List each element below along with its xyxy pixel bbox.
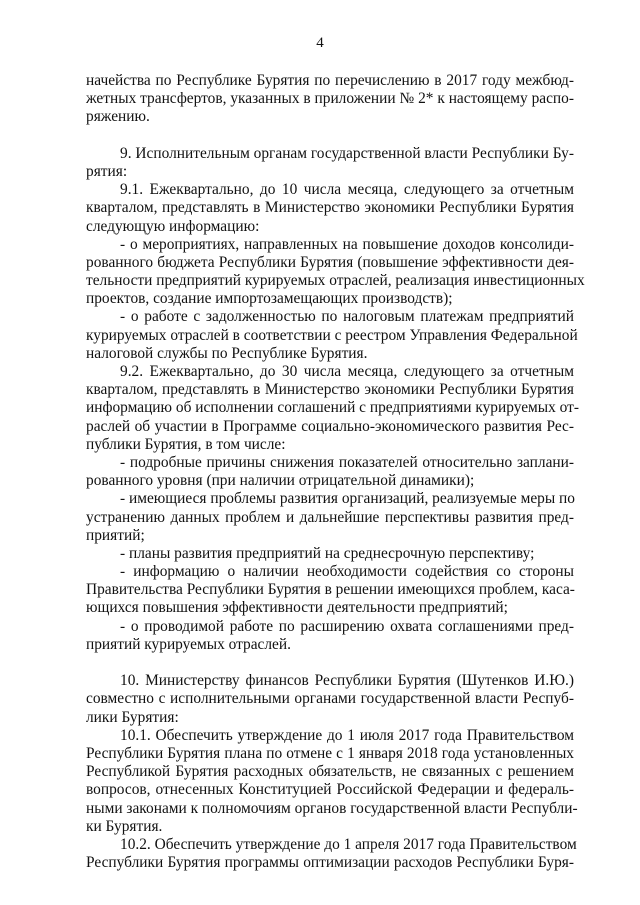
text-line: ными законами к полномочиям органов государственной власти Республи- xyxy=(86,799,578,817)
text-line: начейства по Республике Бурятия по перечислению в 2017 году межбюд- xyxy=(86,72,574,89)
text-line: вопросов, отнесенных Конституцией Российской Федерации и федераль- xyxy=(86,781,574,799)
text-line: кварталом, представлять в Министерство экономики Республики Бурятия xyxy=(86,381,574,399)
text-line: 10. Министерству финансов Республики Бурятия (Шутенков И.Ю.) xyxy=(120,672,574,690)
text-line: - подробные причины снижения показателей относительно заплани- xyxy=(120,453,574,471)
text-line: следующую информацию: xyxy=(86,217,260,235)
page-number: 4 xyxy=(316,35,324,51)
text-line: ки Бурятия. xyxy=(86,817,163,835)
text-line: - информацию о наличии необходимости содействия со стороны xyxy=(120,563,574,581)
text-line: проектов, создание импортозамещающих производств); xyxy=(86,290,453,308)
text-line: кварталом, представлять в Министерство экономики Республики Бурятия xyxy=(86,199,574,217)
text-line: - о мероприятиях, направленных на повышение доходов консолиди- xyxy=(120,235,574,253)
text-line: жетных трансфертов, указанных в приложении № 2* к настоящему распо- xyxy=(86,90,574,108)
text-line: 9. Исполнительным органам государственной власти Республики Бу- xyxy=(120,144,574,162)
text-line: ряжению. xyxy=(86,108,150,126)
text-line: устранению данных проблем и дальнейшие перспективы развития пред- xyxy=(86,508,574,526)
text-line: - планы развития предприятий на среднесрочную перспективу; xyxy=(120,544,535,562)
text-line: 9.2. Ежеквартально, до 30 числа месяца, следующего за отчетным xyxy=(120,363,574,380)
text-line: 9.1. Ежеквартально, до 10 числа месяца, следующего за отчетным xyxy=(120,181,574,199)
text-line: приятий; xyxy=(86,526,145,544)
text-line: 10.2. Обеспечить утверждение до 1 апреля 2017 года Правительством xyxy=(120,835,577,853)
text-line: - о работе с задолженностью по налоговым платежам предприятий xyxy=(120,308,574,326)
text-line: рованного бюджета Республики Бурятия (повышение эффективности дея- xyxy=(86,253,574,271)
paragraph-gap xyxy=(86,654,574,672)
text-line: информацию об исполнении соглашений с предприятиями курируемых от- xyxy=(86,399,580,417)
text-line: совместно с исполнительными органами государственной власти Респуб- xyxy=(86,690,574,708)
text-line: раслей об участии в Программе социально-экономического развития Рес- xyxy=(86,417,574,435)
text-line: лики Бурятия: xyxy=(86,708,179,726)
text-line: Республики Бурятия плана по отмене с 1 января 2018 года установленных xyxy=(86,744,574,762)
text-line: ющихся повышения эффективности деятельности предприятий; xyxy=(86,599,508,617)
text-line: рятия: xyxy=(86,162,128,180)
document-body xyxy=(86,72,585,872)
text-line: Правительства Республики Бурятия в решении имеющихся проблем, каса- xyxy=(86,581,575,599)
text-line: рованного уровня (при наличии отрицательной динамики); xyxy=(86,472,475,490)
text-line: - о проводимой работе по расширению охвата соглашениями пред- xyxy=(120,617,574,635)
text-line: курируемых отраслей в соответствии с реестром Управления Федеральной xyxy=(86,326,578,344)
paragraph-gap xyxy=(86,127,574,145)
text-line: публики Бурятия, в том числе: xyxy=(86,435,286,453)
text-line: 10.1. Обеспечить утверждение до 1 июля 2017 года Правительством xyxy=(120,726,574,744)
text-line: Республики Бурятия программы оптимизации расходов Республики Буря- xyxy=(86,854,574,872)
text-line: Республикой Бурятия расходных обязательств, не связанных с решением xyxy=(86,763,574,781)
text-line: тельности предприятий курируемых отраслей, реализация инвестиционных xyxy=(86,272,585,290)
text-line: приятий курируемых отраслей. xyxy=(86,635,291,653)
text-line: налоговой службы по Республике Бурятия. xyxy=(86,344,368,362)
text-line: - имеющиеся проблемы развития организаций, реализуемые меры по xyxy=(120,490,575,508)
